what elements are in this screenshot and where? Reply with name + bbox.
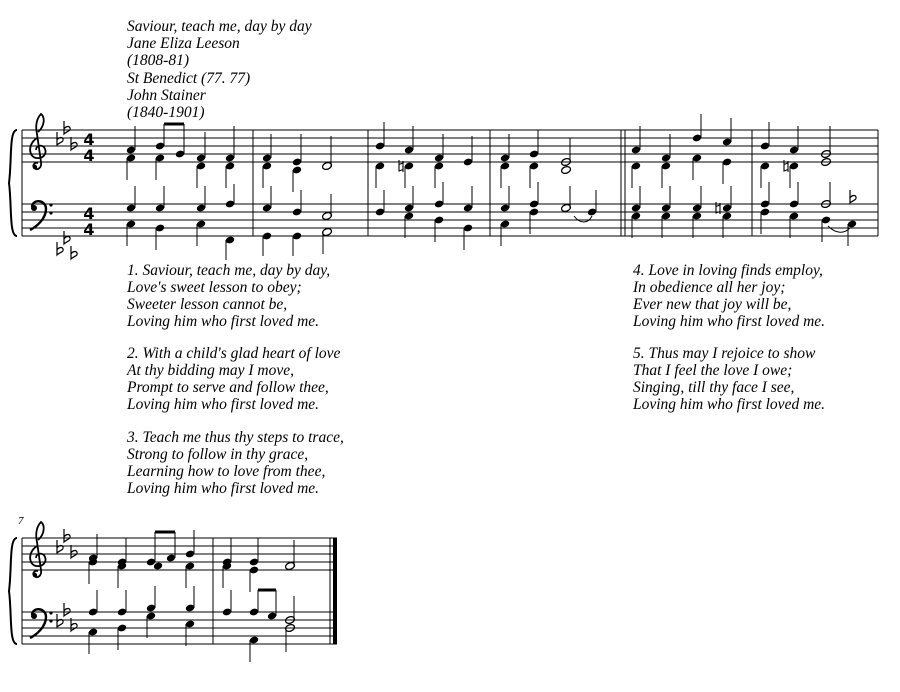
verse-line: Loving him who first loved me. bbox=[633, 396, 826, 413]
time-signature bbox=[83, 130, 94, 239]
key-signature-flats-icon bbox=[57, 529, 77, 631]
bass-staff bbox=[22, 204, 878, 236]
bass-clef-icon bbox=[30, 609, 53, 638]
final-barline bbox=[333, 538, 337, 644]
treble-staff bbox=[22, 538, 337, 570]
key-signature-flats-icon bbox=[57, 121, 77, 259]
verse-line: Singing, till thy face I see, bbox=[633, 379, 795, 396]
verse-line: 5. Thus may I rejoice to show bbox=[633, 345, 816, 362]
treble-staff bbox=[22, 130, 878, 162]
verse-line: In obedience all her joy; bbox=[633, 279, 786, 296]
verse-line: Loving him who first loved me. bbox=[127, 480, 320, 497]
verse-line: Loving him who first loved me. bbox=[633, 313, 826, 330]
verse-line: Ever new that joy will be, bbox=[633, 296, 792, 313]
hymn-title: Saviour, teach me, day by day bbox=[127, 18, 312, 35]
bass-notes bbox=[88, 604, 296, 645]
time-sig-bottom: 4 bbox=[83, 146, 95, 165]
bass-stems bbox=[127, 182, 848, 260]
treble-clef-icon bbox=[30, 522, 45, 577]
time-sig-bottom: 4 bbox=[83, 220, 95, 239]
verse-line: At thy bidding may I move, bbox=[127, 362, 295, 379]
verse-line: Love's sweet lesson to obey; bbox=[127, 279, 302, 296]
time-sig-top: 4 bbox=[83, 130, 95, 149]
bass-clef-icon bbox=[30, 201, 53, 230]
system-brace bbox=[9, 130, 17, 236]
system-2 bbox=[9, 515, 337, 662]
verse-line: 4. Love in loving finds employ, bbox=[633, 262, 823, 279]
system-1 bbox=[9, 114, 878, 260]
system-brace bbox=[9, 538, 17, 644]
verse-line: Learning how to love from thee, bbox=[127, 463, 326, 480]
treble-clef-icon bbox=[30, 114, 45, 169]
composer-name: John Stainer bbox=[127, 86, 206, 104]
flat-accidental-icon bbox=[850, 190, 856, 203]
composer-dates: (1840-1901) bbox=[127, 104, 205, 122]
slur bbox=[828, 226, 850, 232]
verse-line: Sweeter lesson cannot be, bbox=[127, 296, 288, 313]
slur bbox=[574, 216, 592, 222]
verse-line: 3. Teach me thus thy steps to trace, bbox=[127, 429, 344, 446]
verse-line: Strong to follow in thy grace, bbox=[127, 446, 309, 463]
verse-line: Prompt to serve and follow thee, bbox=[127, 379, 329, 396]
measure-number: 7 bbox=[18, 515, 24, 527]
verse-line: 2. With a child's glad heart of love bbox=[127, 345, 341, 362]
author-dates: (1808-81) bbox=[127, 52, 189, 70]
verse-line: 1. Saviour, teach me, day by day, bbox=[127, 262, 331, 279]
verse-line: Loving him who first loved me. bbox=[127, 313, 320, 330]
time-sig-top: 4 bbox=[83, 204, 95, 223]
verse-line: That I feel the love I owe; bbox=[633, 362, 793, 379]
bass-notes bbox=[126, 199, 857, 244]
tune-name: St Benedict (77. 77) bbox=[127, 69, 251, 87]
treble-stems bbox=[127, 114, 830, 192]
verse-line: Loving him who first loved me. bbox=[127, 396, 320, 413]
author-name: Jane Eliza Leeson bbox=[127, 35, 240, 53]
